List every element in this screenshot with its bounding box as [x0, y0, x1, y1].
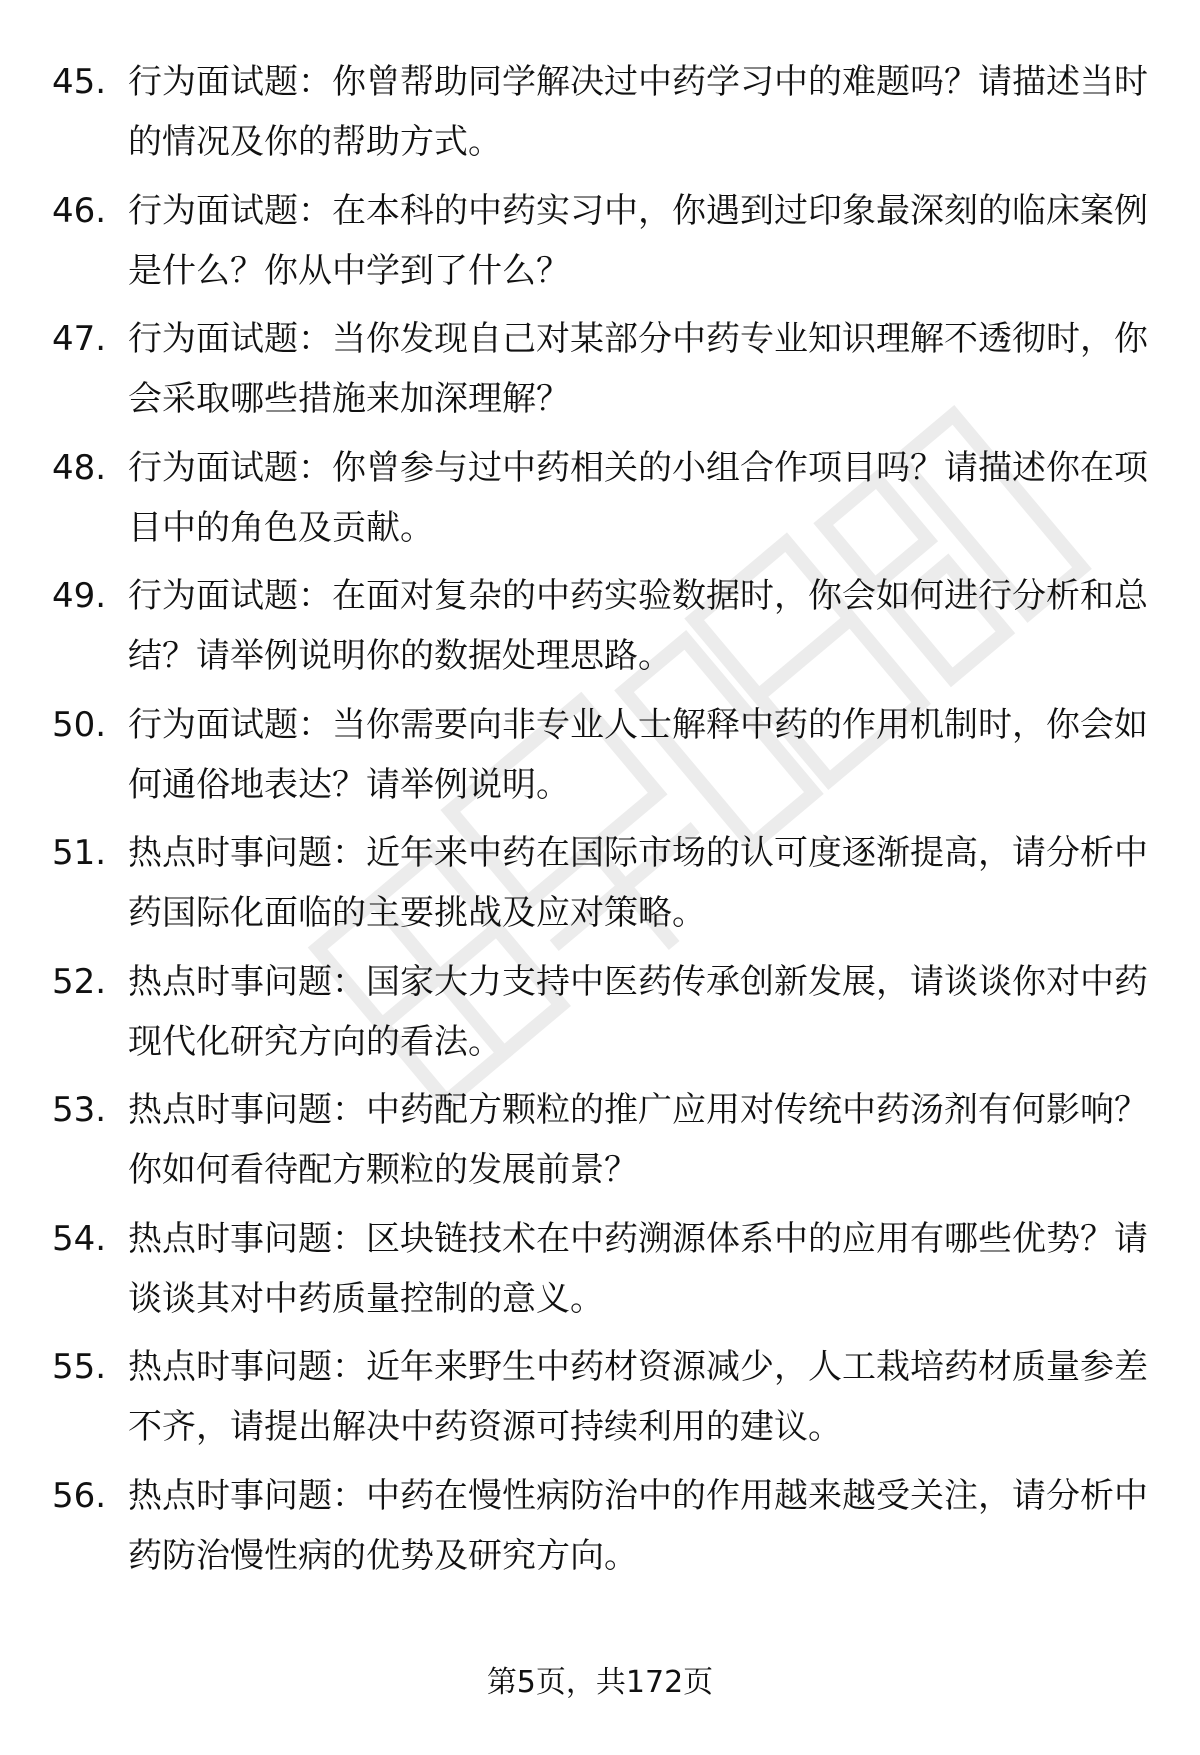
question-item: [0, 823, 1200, 949]
question-item: [0, 952, 1200, 1078]
page-footer: 第5页，共172页: [486, 1665, 714, 1700]
question-text: 热点时事问题：近年来野生中药材资源减少，人工栽培药材质量参差不齐，请提出解决中药资源可持续利用的建议。: [128, 1347, 1148, 1447]
question-number: 51.: [52, 833, 107, 873]
question-text: 行为面试题：当你发现自己对某部分中药专业知识理解不透彻时，你会采取哪些措施来加深理解？: [128, 319, 1148, 419]
question-number: 54.: [52, 1218, 107, 1259]
question-item: [0, 1337, 1200, 1463]
question-text: 行为面试题：你曾帮助同学解决过中药学习中的难题吗？请描述当时的情况及你的帮助方式。: [128, 62, 1148, 162]
question-item: [0, 1080, 1200, 1206]
question-item: [0, 695, 1200, 821]
question-number: 52.: [52, 961, 107, 1002]
question-item: [0, 309, 1200, 435]
question-list: [0, 52, 1200, 1594]
question-item: [0, 52, 1200, 178]
question-text: 热点时事问题：国家大力支持中医药传承创新发展，请谈谈你对中药现代化研究方向的看法。: [128, 961, 1148, 1062]
question-item: [0, 1466, 1200, 1592]
question-text: 行为面试题：当你需要向非专业人士解释中药的作用机制时，你会如何通俗地表达？请举例说明。: [128, 704, 1148, 805]
question-number: 46.: [52, 190, 107, 231]
question-text: 行为面试题：在面对复杂的中药实验数据时，你会如何进行分析和总结？请举例说明你的数据处理思路。: [128, 576, 1148, 676]
question-text: 热点时事问题：区块链技术在中药溯源体系中的应用有哪些优势？请谈谈其对中药质量控制的意义。: [128, 1218, 1148, 1319]
question-number: 49.: [52, 576, 107, 616]
question-number: 47.: [52, 319, 107, 359]
question-item: [0, 181, 1200, 307]
question-number: 56.: [52, 1475, 107, 1516]
question-item: [0, 566, 1200, 692]
question-number: 48.: [52, 447, 107, 488]
question-text: 行为面试题：在本科的中药实习中，你遇到过印象最深刻的临床案例是什么？你从中学到了什么？: [128, 190, 1148, 291]
question-number: 45.: [52, 62, 107, 102]
question-number: 53.: [52, 1090, 107, 1130]
question-item: [0, 1209, 1200, 1335]
question-item: [0, 438, 1200, 564]
question-text: 热点时事问题：近年来中药在国际市场的认可度逐渐提高，请分析中药国际化面临的主要挑战及应对策略。: [128, 833, 1148, 933]
question-number: 50.: [52, 704, 107, 745]
question-text: 热点时事问题：中药在慢性病防治中的作用越来越受关注，请分析中药防治慢性病的优势及研究方向。: [128, 1475, 1148, 1576]
question-text: 热点时事问题：中药配方颗粒的推广应用对传统中药汤剂有何影响？你如何看待配方颗粒的发展前景？: [128, 1090, 1148, 1190]
question-text: 行为面试题：你曾参与过中药相关的小组合作项目吗？请描述你在项目中的角色及贡献。: [128, 447, 1148, 548]
question-number: 55.: [52, 1347, 107, 1387]
